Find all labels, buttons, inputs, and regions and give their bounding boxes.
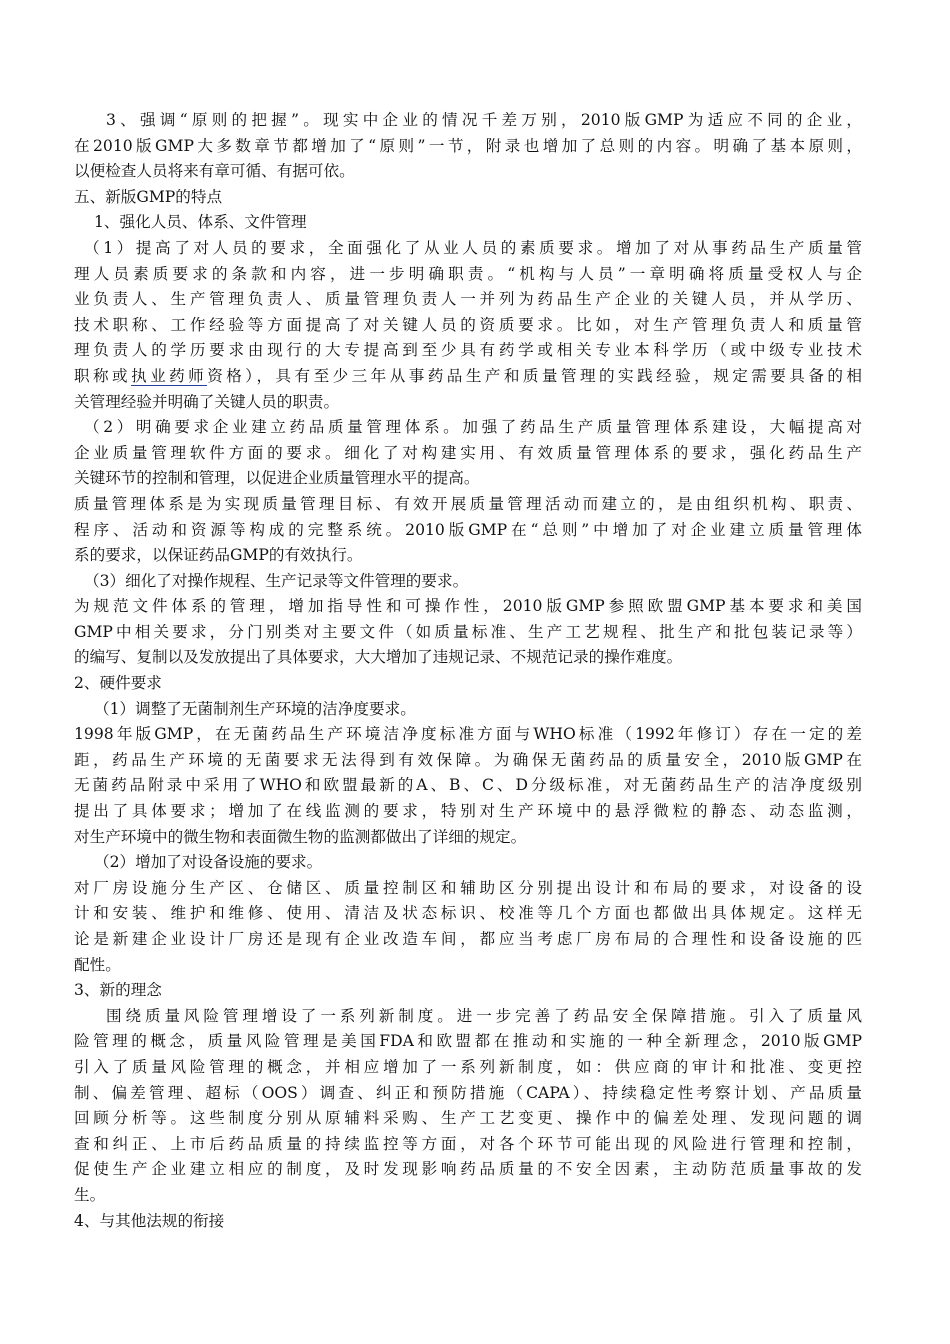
paragraph-line: （2）增加了对设备设施的要求。 (94, 853, 323, 872)
paragraph-line: （2）明确要求企业建立药品质量管理体系。加强了药品生产质量管理体系建设，大幅提高对 (84, 418, 862, 437)
paragraph-line: （3）细化了对操作规程、生产记录等文件管理的要求。 (84, 571, 469, 590)
paragraph-line: 险管理的概念，质量风险管理是美国FDA和欧盟都在推动和实施的一种全新理念，2010版GMP (74, 1032, 862, 1051)
section-heading: 4、与其他法规的衔接 (74, 1211, 225, 1230)
paragraph-line: 程序、活动和资源等构成的完整系统。2010版GMP在“总则”中增加了对企业建立质量管理体 (74, 520, 862, 539)
paragraph-line: 生。 (74, 1185, 106, 1204)
paragraph-line: 论是新建企业设计厂房还是现有企业改造车间，都应当考虑厂房布局的合理性和设备设施的匹 (74, 930, 862, 948)
paragraph-line: 对厂房设施分生产区、仓储区、质量控制区和辅助区分别提出设计和布局的要求，对设备的设 (74, 878, 862, 897)
paragraph-line: 对生产环境中的微生物和表面微生物的监测都做出了详细的规定。 (74, 827, 527, 846)
paragraph-line: 无菌药品附录中采用了WHO和欧盟最新的A、B、C、D分级标准，对无菌药品生产的洁净度级别 (74, 776, 862, 795)
paragraph-line: 业负责人、生产管理负责人、质量管理负责人一并列为药品生产企业的关键人员，并从学历、 (74, 290, 862, 309)
paragraph-line: 查和纠正、上市后药品质量的持续监控等方面，对各个环节可能出现的风险进行管理和控制， (74, 1134, 862, 1153)
paragraph-line (74, 364, 862, 390)
paragraph-line: 距，药品生产环境的无菌要求无法得到有效保障。为确保无菌药品的质量安全，2010版GMP在 (74, 750, 862, 769)
subsection-heading: 1、强化人员、体系、文件管理 (94, 213, 307, 232)
paragraph-line: 计和安装、维护和维修、使用、清洁及状态标识、校准等几个方面也都做出具体规定。这样无 (74, 904, 862, 923)
section-heading: 2、硬件要求 (74, 674, 162, 693)
paragraph-line: 配性。 (74, 955, 121, 974)
paragraph-line: GMP中相关要求，分门别类对主要文件（如质量标准、生产工艺规程、批生产和批包装记录等） (74, 622, 862, 641)
paragraph-line: 制、偏差管理、超标（OOS）调查、纠正和预防措施（CAPA）、持续稳定性考察计划、产品质量 (74, 1083, 862, 1102)
paragraph-line: 企业质量管理软件方面的要求。细化了对构建实用、有效质量管理体系的要求，强化药品生产 (74, 443, 862, 462)
paragraph-line: 回顾分析等。这些制度分别从原辅料采购、生产工艺变更、操作中的偏差处理、发现问题的调 (74, 1109, 862, 1128)
paragraph-line: （1）调整了无菌制剂生产环境的洁净度要求。 (94, 699, 416, 718)
paragraph-line: 理人员素质要求的条款和内容，进一步明确职责。“机构与人员”一章明确将质量受权人与企 (74, 264, 862, 283)
paragraph-line: 引入了质量风险管理的概念，并相应增加了一系列新制度，如：供应商的审计和批准、变更控 (74, 1057, 862, 1076)
paragraph-line: 在2010版GMP大多数章节都增加了“原则”一节，附录也增加了总则的内容。明确了基本原则， (74, 136, 862, 155)
section-heading: 五、新版GMP的特点 (74, 187, 223, 206)
document-body (74, 108, 862, 1234)
paragraph-line: 以便检查人员将来有章可循、有据可依。 (74, 162, 355, 181)
paragraph-line: 1998年版GMP，在无菌药品生产环境洁净度标准方面与WHO标准（1992年修订）存在一定的差 (74, 725, 862, 744)
paragraph-line: 为规范文件体系的管理，增加指导性和可操作性，2010版GMP参照欧盟GMP基本要求和美国 (74, 597, 862, 616)
paragraph-line: 提出了具体要求；增加了在线监测的要求，特别对生产环境中的悬浮微粒的静态、动态监测， (74, 802, 862, 821)
paragraph-line: 技术职称、工作经验等方面提高了对关键人员的资质要求。比如，对生产管理负责人和质量管 (74, 315, 862, 334)
paragraph-line: 系的要求，以保证药品GMP的有效执行。 (74, 546, 363, 565)
paragraph-line: （1）提高了对人员的要求，全面强化了从业人员的素质要求。增加了对从事药品生产质量管 (84, 238, 862, 257)
line-text: 职称或 (74, 366, 132, 385)
pharmacist-link[interactable]: 执业药师 (131, 366, 208, 385)
section-heading: 3、新的理念 (74, 981, 162, 1000)
paragraph-line: 质量管理体系是为实现质量管理目标、有效开展质量管理活动而建立的，是由组织机构、职责、 (74, 494, 862, 513)
paragraph-line: 的编写、复制以及发放提出了具体要求，大大增加了违规记录、不规范记录的操作难度。 (74, 648, 683, 667)
paragraph-line: 关键环节的控制和管理，以促进企业质量管理水平的提高。 (74, 469, 480, 488)
paragraph-line: 关管理经验并明确了关键人员的职责。 (74, 392, 340, 411)
paragraph-line: 3、强调“原则的把握”。现实中企业的情况千差万别，2010版GMP为适应不同的企业， (106, 111, 862, 129)
paragraph-line: 围绕质量风险管理增设了一系列新制度。进一步完善了药品安全保障措施。引入了质量风 (106, 1006, 862, 1025)
paragraph-line: 理负责人的学历要求由现行的大专提高到至少具有药学或相关专业本科学历（或中级专业技术 (74, 341, 862, 360)
paragraph-line: 促使生产企业建立相应的制度，及时发现影响药品质量的不安全因素，主动防范质量事故的发 (74, 1160, 862, 1179)
line-text: 资格），具有至少三年从事药品生产和质量管理的实践经验，规定需要具备的相 (207, 366, 862, 385)
